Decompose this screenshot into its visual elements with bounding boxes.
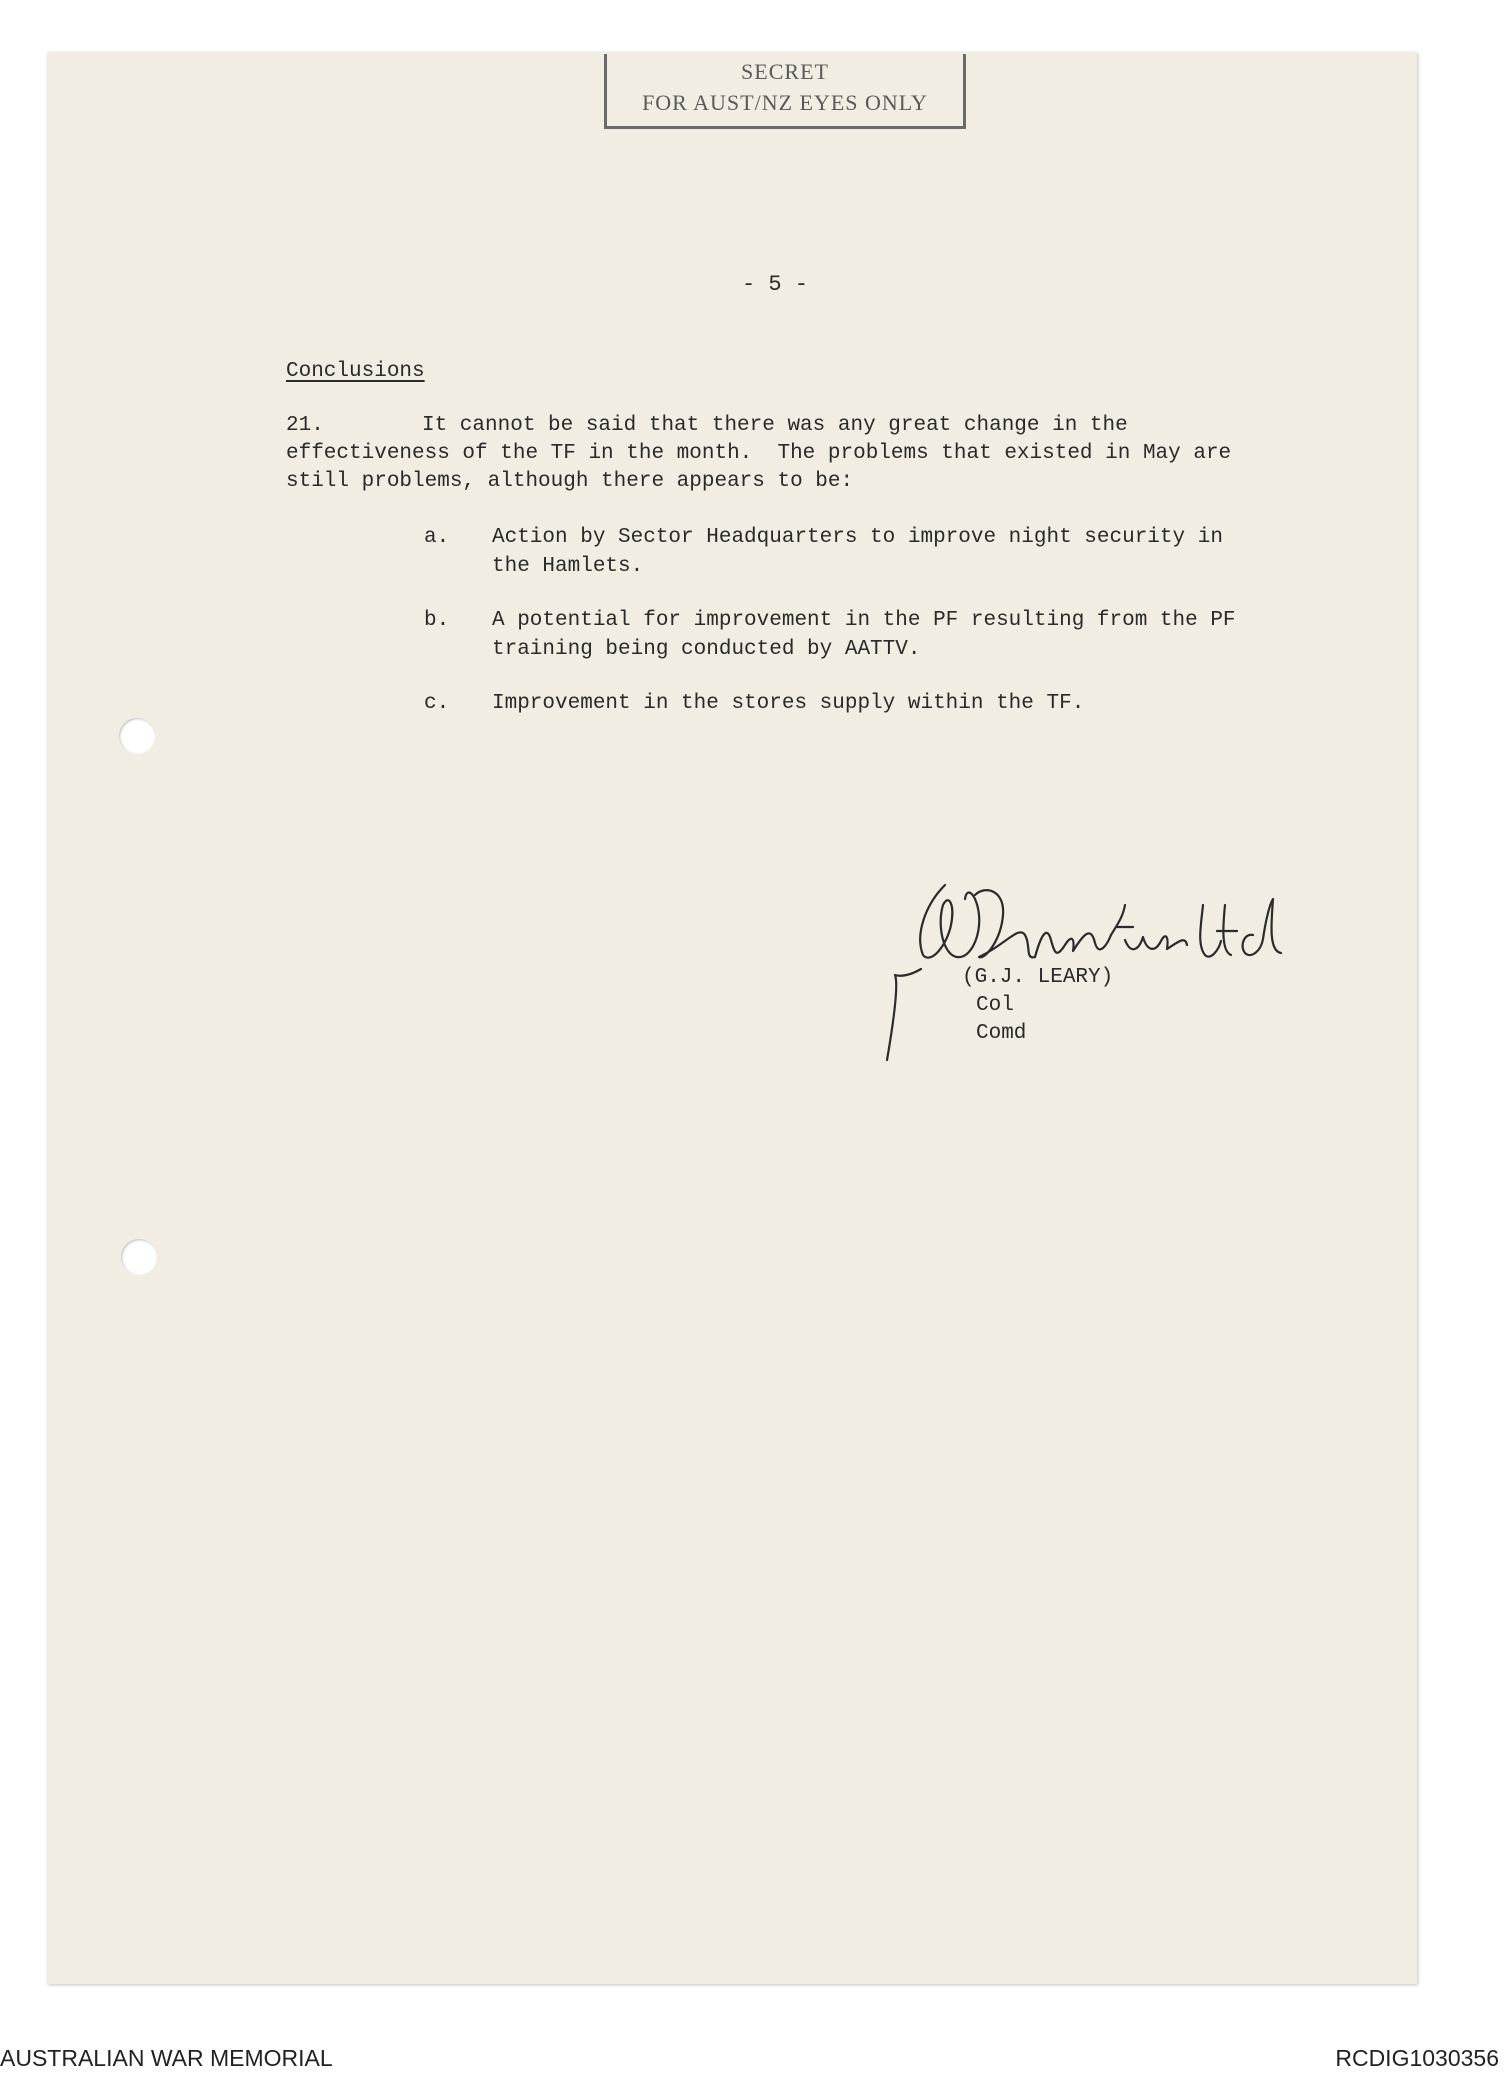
paragraph-line-1: 21. It cannot be said that there was any great change in the xyxy=(286,412,1346,440)
signatory-rank: Col xyxy=(976,994,1014,1017)
punch-hole-lower xyxy=(121,1239,157,1275)
list-item-letter: b. xyxy=(424,609,450,632)
list-item-text: Improvement in the stores supply within the TF. xyxy=(492,692,1085,715)
paragraph-line-2: effectiveness of the TF in the month. The problems that existed in May are xyxy=(286,442,1232,465)
handwritten-signature xyxy=(885,865,1385,1065)
page-number: - 5 - xyxy=(742,272,809,297)
paragraph-21 xyxy=(286,412,1346,496)
signatory-title: Comd xyxy=(976,1022,1027,1045)
paragraph-number: 21. xyxy=(286,414,324,437)
list-item-letter: c. xyxy=(424,692,450,715)
punch-hole-upper xyxy=(119,718,155,754)
security-stamp xyxy=(604,54,966,129)
section-heading: Conclusions xyxy=(286,360,425,383)
footer-left-label: AUSTRALIAN WAR MEMORIAL xyxy=(0,2045,333,2071)
list-item-letter: a. xyxy=(424,526,450,549)
list-item-text: A potential for improvement in the PF resulting from the PF training being conducted by AATTV. xyxy=(492,609,1236,661)
stamp-line-1: SECRET xyxy=(741,59,829,84)
paragraph-line-3: still problems, although there appears to be: xyxy=(286,470,854,493)
signatory-name: (G.J. LEARY) xyxy=(962,966,1114,989)
list-item-text: Action by Sector Headquarters to improve night security in the Hamlets. xyxy=(492,526,1223,578)
footer-right-label: RCDIG1030356 xyxy=(1335,2045,1499,2071)
stamp-line-2: FOR AUST/NZ EYES ONLY xyxy=(642,90,928,115)
